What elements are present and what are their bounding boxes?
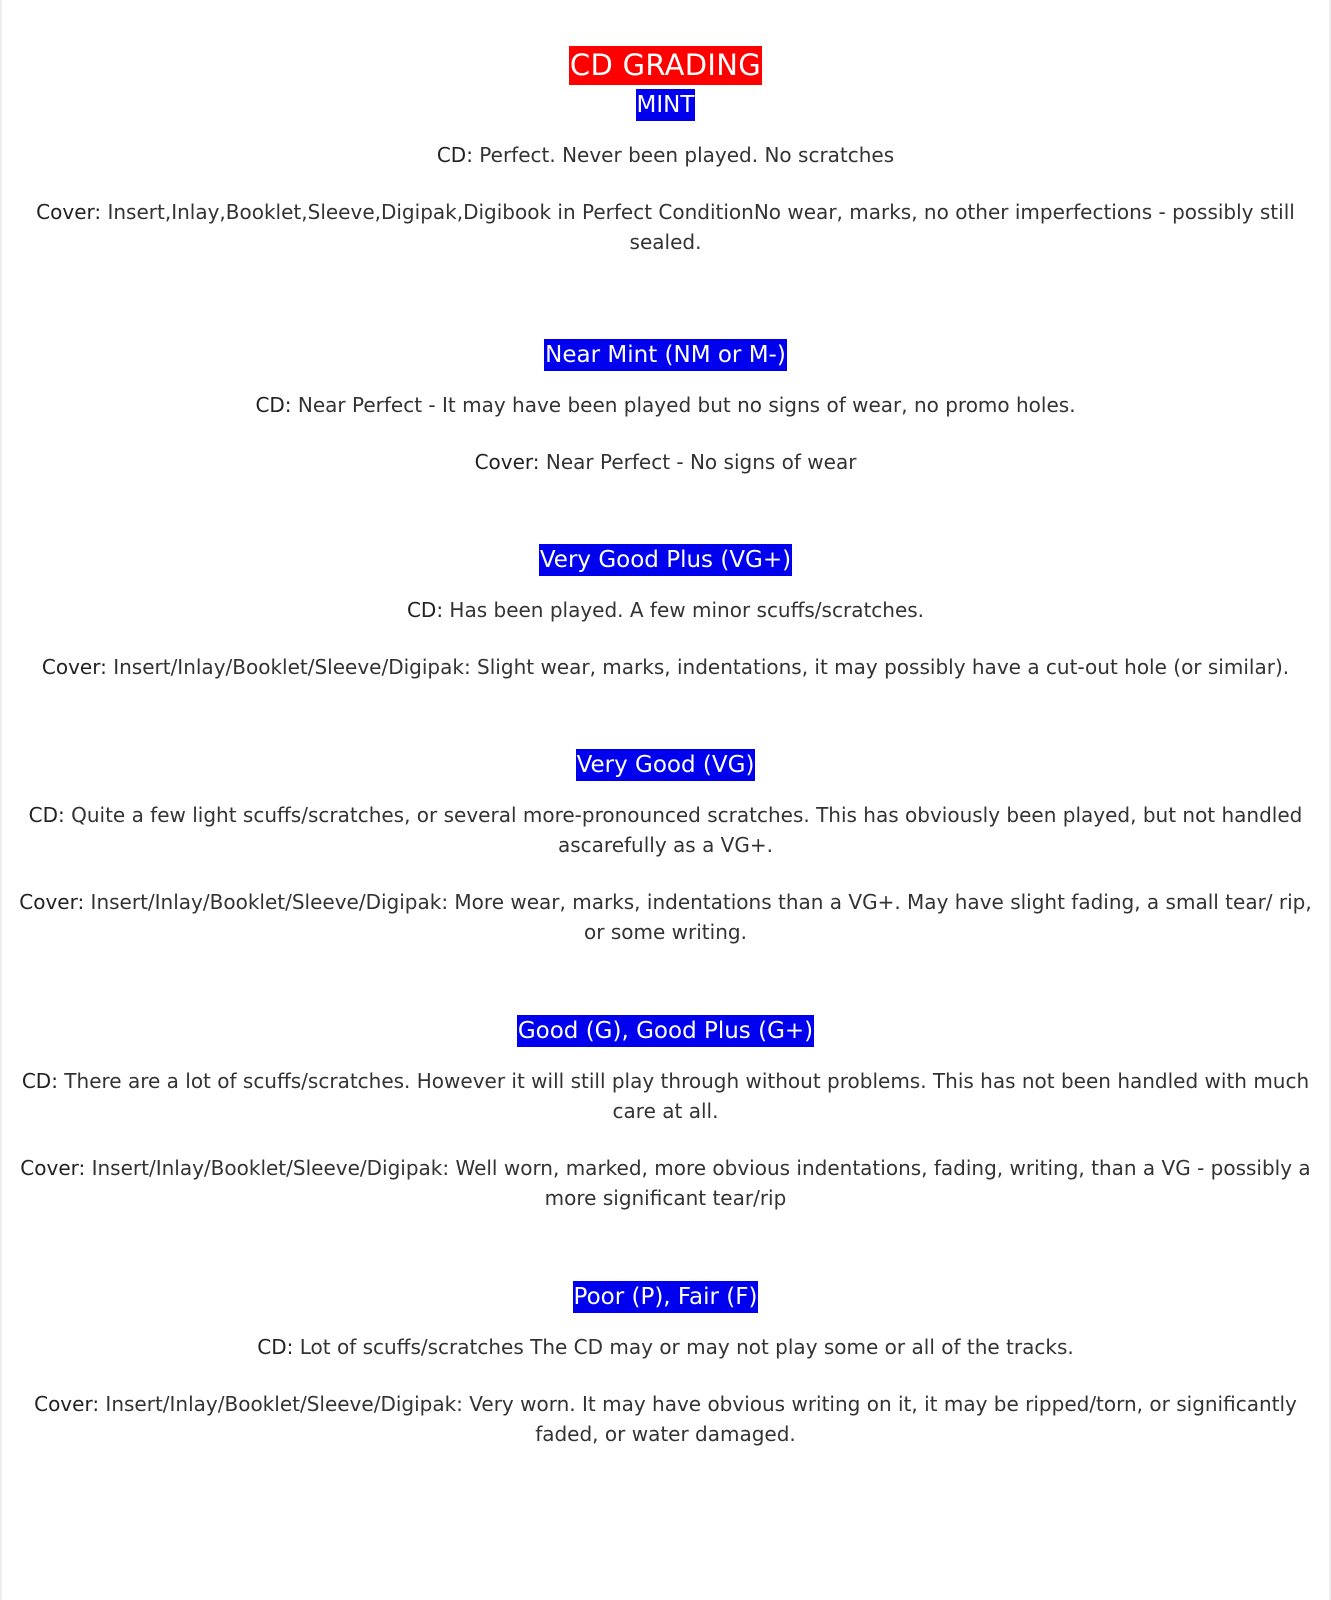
grade-section-good [12, 1015, 1319, 1213]
cd-text: Quite a few light scuffs/scratches, or several more-pronounced scratches. This has obviously been played, but not handled ascarefully as a VG+. [64, 803, 1303, 857]
cover-description [12, 652, 1319, 682]
cover-label: Cover: [474, 450, 540, 474]
cd-description [12, 390, 1319, 420]
cover-description [12, 1153, 1319, 1213]
cover-label: Cover: [20, 1156, 86, 1180]
grade-heading-row [12, 89, 1319, 127]
cd-label: CD: [436, 143, 473, 167]
cover-text: Insert/Inlay/Booklet/Sleeve/Digipak: Very worn. It may have obvious writing on it, it may be ripped/torn, or significantly faded, or water damaged. [99, 1392, 1297, 1446]
grading-document [12, 46, 1319, 1449]
cover-description [12, 197, 1319, 257]
grade-heading: Good (G), Good Plus (G+) [517, 1015, 814, 1047]
cd-label: CD: [255, 393, 292, 417]
cd-text: Perfect. Never been played. No scratches [472, 143, 895, 167]
cd-description [12, 1066, 1319, 1126]
cover-text: Insert/Inlay/Booklet/Sleeve/Digipak: More wear, marks, indentations than a VG+. May have slight fading, a small tear/ rip, or some writing. [84, 890, 1312, 944]
cover-label: Cover: [36, 200, 102, 224]
cd-description [12, 595, 1319, 625]
cd-text: Lot of scuffs/scratches The CD may or may not play some or all of the tracks. [293, 1335, 1074, 1359]
cover-description [12, 1389, 1319, 1449]
grade-section-very-good-plus [12, 544, 1319, 682]
page-title: CD GRADING [569, 46, 762, 85]
grade-heading-row [12, 1015, 1319, 1053]
cd-label: CD: [406, 598, 444, 622]
cover-label: Cover: [19, 890, 85, 914]
grade-heading-row [12, 339, 1319, 377]
cd-text: Near Perfect - It may have been played but no signs of wear, no promo holes. [291, 393, 1076, 417]
cd-label: CD: [257, 1335, 294, 1359]
cover-label: Cover: [41, 655, 107, 679]
title-row [12, 46, 1319, 89]
cd-description [12, 800, 1319, 860]
cover-label: Cover: [34, 1392, 100, 1416]
cover-text: Insert/Inlay/Booklet/Sleeve/Digipak: Well worn, marked, more obvious indentations, fading, writing, than a VG - possibly a more significant tear/rip [85, 1156, 1311, 1210]
grade-section-very-good [12, 749, 1319, 947]
grade-section-near-mint [12, 339, 1319, 477]
cd-text: Has been played. A few minor scuffs/scratches. [443, 598, 925, 622]
grade-heading: Poor (P), Fair (F) [573, 1281, 759, 1313]
cover-text: Insert/Inlay/Booklet/Sleeve/Digipak: Slight wear, marks, indentations, it may possibly have a cut-out hole (or similar). [106, 655, 1290, 679]
grade-section-mint [12, 89, 1319, 257]
cover-text: Near Perfect - No signs of wear [539, 450, 857, 474]
grade-heading-row [12, 749, 1319, 787]
cd-label: CD: [28, 803, 65, 827]
grade-heading: Very Good (VG) [576, 749, 756, 781]
cover-description [12, 887, 1319, 947]
grade-heading-row [12, 1281, 1319, 1319]
cd-text: There are a lot of scuffs/scratches. However it will still play through without problems. This has not been handled with much care at all. [57, 1069, 1310, 1123]
cd-description [12, 140, 1319, 170]
grade-heading: Near Mint (NM or M-) [544, 339, 787, 371]
grade-heading-row [12, 544, 1319, 582]
cover-text: Insert,Inlay,Booklet,Sleeve,Digipak,Digibook in Perfect ConditionNo wear, marks, no other imperfections - possibly still sealed. [101, 200, 1295, 254]
cd-description [12, 1332, 1319, 1362]
cd-label: CD: [21, 1069, 58, 1093]
grade-heading: MINT [636, 89, 696, 121]
cover-description [12, 447, 1319, 477]
grade-heading: Very Good Plus (VG+) [539, 544, 792, 576]
grade-section-poor [12, 1281, 1319, 1449]
